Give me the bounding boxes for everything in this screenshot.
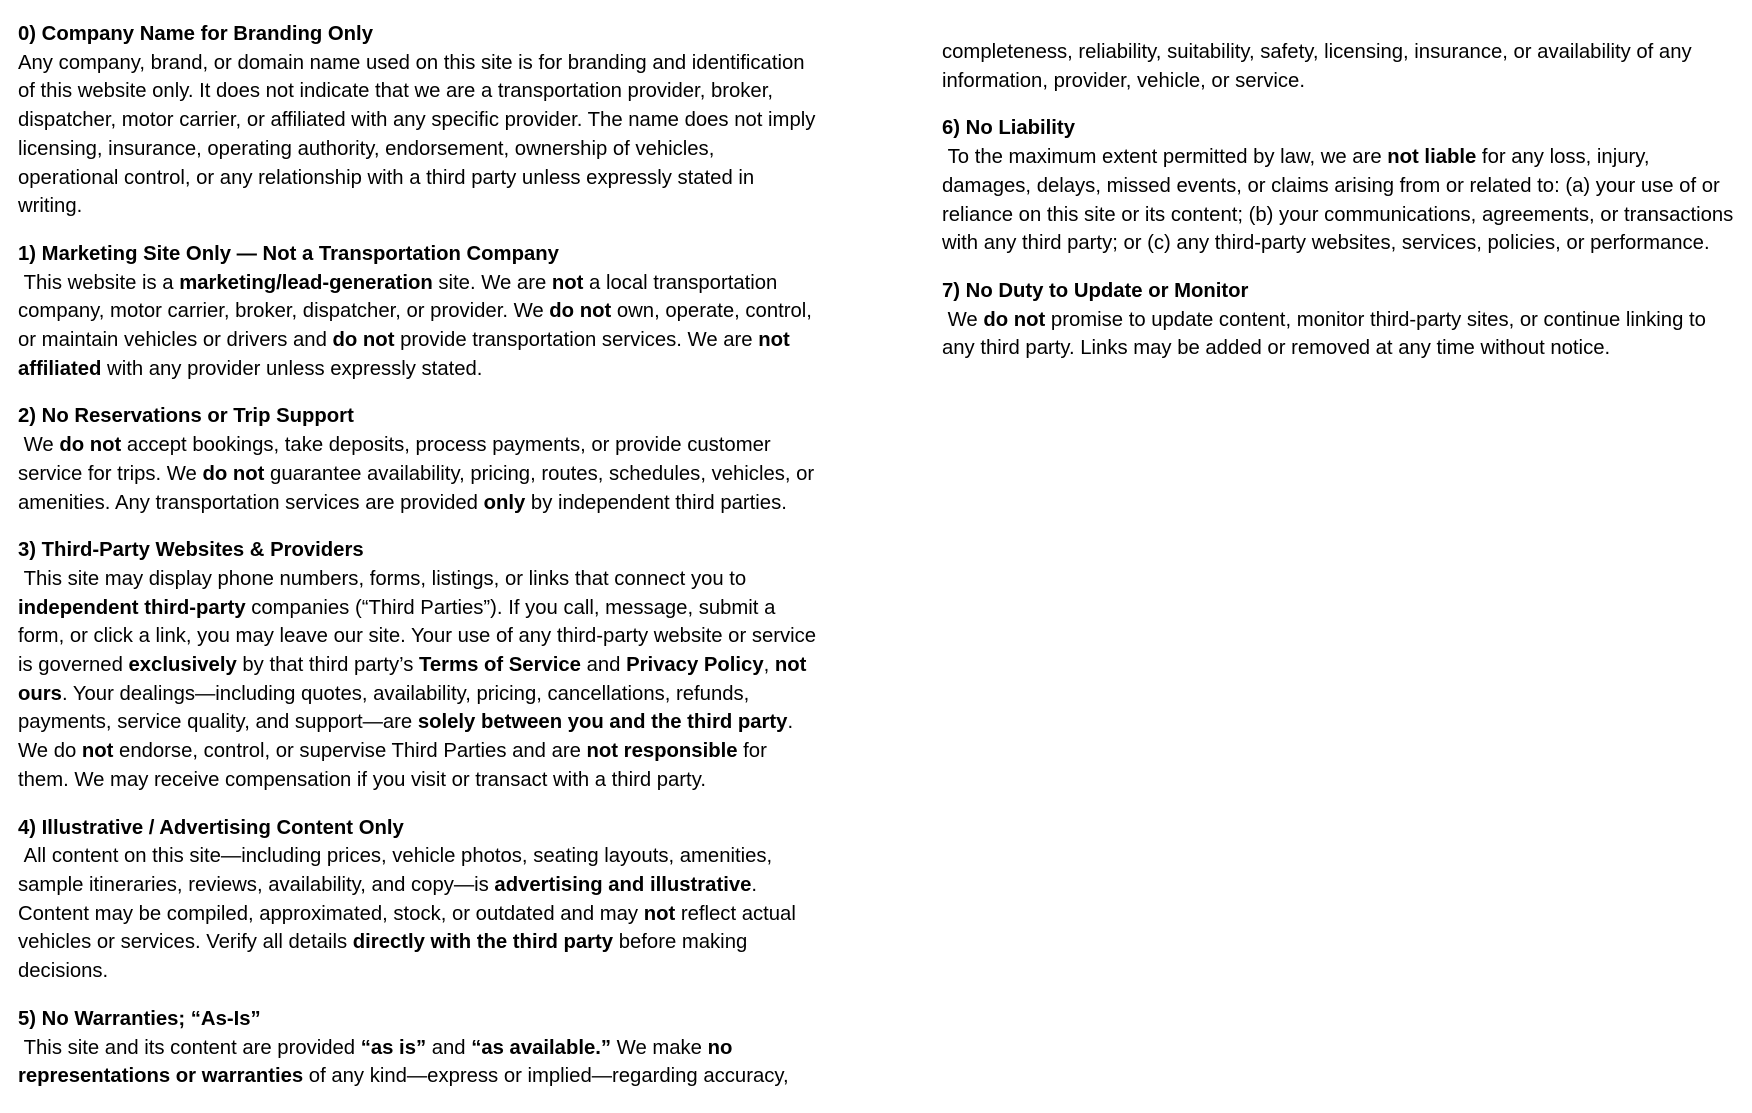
section-heading: 4) Illustrative / Advertising Content Only [18,816,404,839]
section-heading: 5) No Warranties; “As-Is” [18,1007,261,1030]
section-body: All content on this site—including prices, vehicle photos, seating layouts, amenities, sample itineraries, reviews, availability, and copy—is advertising and illustrative. Content may be compiled, approximated, stock, or outdated and may not reflect actual vehicles or services. Verify all details directly with the third party before making decisions. [18,845,802,983]
disclaimer-section [942,277,1742,363]
left-column [18,20,822,1113]
disclaimer-section [18,20,822,221]
section-body: This site and its content are provided “as is” and “as available.” We make no representations or warranties of any kind—express or implied—regarding accuracy, [18,1036,789,1088]
section-body: To the maximum extent permitted by law, we are not liable for any loss, injury, damages, delays, missed events, or claims arising from or related to: (a) your use of or reliance on this site or its content; (b) your communications, agreements, or transactions with any third party; or (c) any third-party websites, services, policies, or performance. [942,146,1739,255]
disclaimer-section [18,402,818,517]
section-body: This website is a marketing/lead-generation site. We are not a local transportation company, motor carrier, broker, dispatcher, or provider. We do not own, operate, control, or maintain vehicles or drivers and do not provide transportation services. We are not affiliated with any provider unless expressly stated. [18,271,818,380]
section-body: We do not promise to update content, monitor third-party sites, or continue linking to any third party. Links may be added or removed at any time without notice. [942,308,1712,360]
disclaimer-section [942,114,1742,258]
section-body: Any company, brand, or domain name used on this site is for branding and identification of this website only. It does not indicate that we are a transportation provider, broker, dispatcher, motor carrier, or affiliated with any specific provider. The name does not imply licensing, insurance, operating authority, endorsement, ownership of vehicles, operational control, or any relationship with a third party unless expressly stated in writing. [18,51,822,218]
section-heading: 1) Marketing Site Only — Not a Transportation Company [18,242,559,265]
disclaimer-section [18,240,818,384]
section-heading: 6) No Liability [942,117,1075,140]
right-column [942,20,1742,1113]
section-heading: 7) No Duty to Update or Monitor [942,279,1249,302]
disclaimer-section [18,1005,818,1091]
section-heading: 0) Company Name for Branding Only [18,23,373,45]
disclaimer-section [18,814,818,986]
section-body: This site may display phone numbers, forms, listings, or links that connect you to independent third-party companies (“Third Parties”). If you call, message, submit a form, or click a link, you may leave our site. Your use of any third-party website or service is governed exclusively by that third party’s Terms of Service and Privacy Policy, not ours. Your dealings—including quotes, availability, pricing, cancellations, refunds, payments, service quality, and support—are solely between you and the third party. We do not endorse, control, or supervise Third Parties and are not responsible for them. We may receive compensation if you visit or transact with a third party. [18,567,822,791]
section-body: We do not accept bookings, take deposits, process payments, or provide customer service for trips. We do not guarantee availability, pricing, routes, schedules, vehicles, or amenities. Any transportation services are provided only by independent third parties. [18,434,820,514]
disclaimer-section [18,536,822,794]
disclaimer-section-continuation [942,38,1742,95]
section-heading: 3) Third-Party Websites & Providers [18,539,364,562]
section-heading: 2) No Reservations or Trip Support [18,405,354,428]
section-body: completeness, reliability, suitability, safety, licensing, insurance, or availability of any information, provider, vehicle, or service. [942,41,1698,92]
